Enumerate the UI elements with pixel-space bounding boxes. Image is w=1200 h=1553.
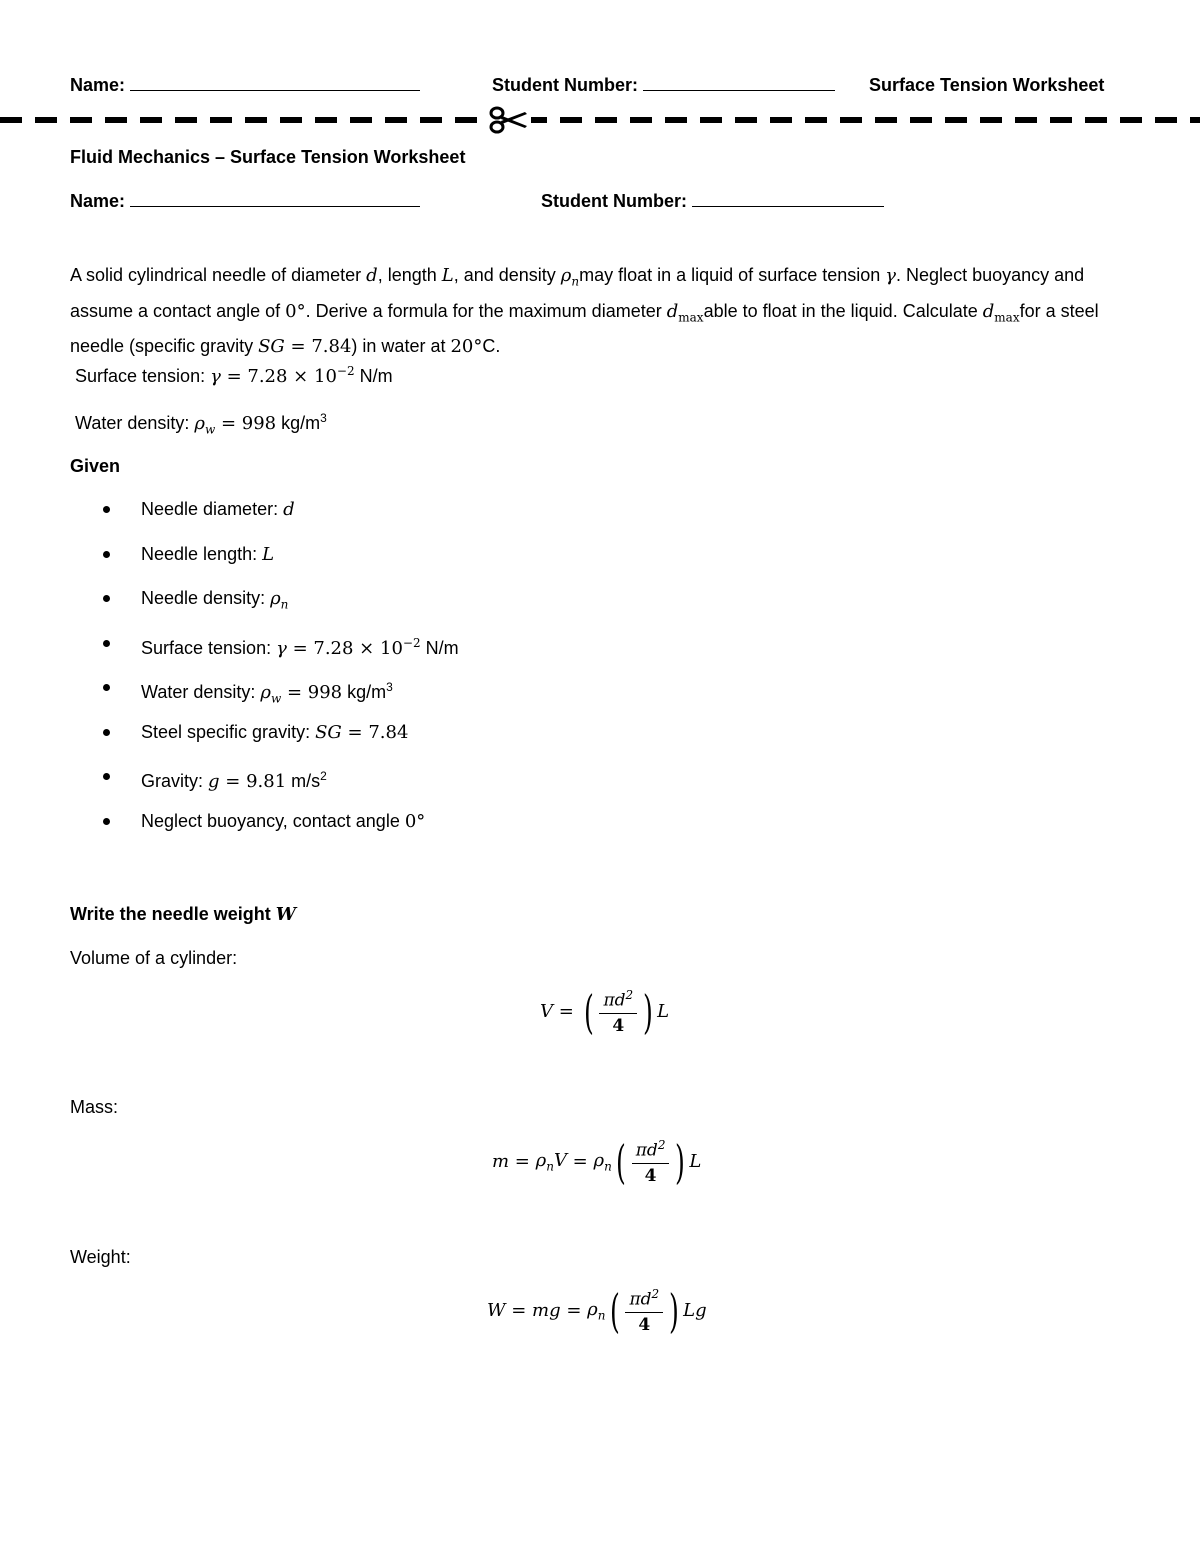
list-item: Needle length: L: [100, 539, 459, 584]
bullet-icon: [103, 640, 110, 647]
list-item: Gravity: g = 9.81 $m/s^2$: [100, 761, 459, 806]
weight-label: Weight:: [70, 1247, 131, 1267]
bullet-icon: [103, 729, 110, 736]
given-heading: Given: [70, 456, 121, 476]
list-item: Needle diameter: d: [100, 494, 459, 539]
list-item: Needle density: $\rho_n$: [100, 583, 459, 628]
header-student-number-label: Student Number:: [492, 75, 835, 96]
mass-equation: m = $\rho_nV$ = $\rho_n$ ( $\frac{\pi d^2}{4}$ ) L: [492, 1134, 702, 1189]
mass-label: Mass:: [70, 1097, 119, 1117]
header-worksheet-title: Surface Tension Worksheet: [869, 75, 1105, 95]
list-item: Surface tension: $\gamma = 7.28 \times 10^{-2}$ N/m: [100, 628, 459, 673]
list-item: Water density: $\rho_w = 998$ $kg/m^3$: [100, 672, 459, 717]
form-name-label: Name:: [70, 191, 420, 212]
volume-label: Volume of a cylinder:: [70, 948, 238, 968]
problem-statement: A solid cylindrical needle of diameter d, length L, and density $\rho_nmay$ float in a liquid of surface tension γ. Neglect buoyancy and assume a contact angle of 0°. Derive a formula for the maximum diameter $d_{max}able$ to float in the liquid. Calculate $d_{max}for$ a steel needle (specific gravity SG = 7.84) in water at 20°C.: [70, 265, 1099, 358]
weight-equation: W = mg = $\rho_n$ ( $\frac{\pi d^2}{4}$ ) Lg: [487, 1283, 707, 1338]
given-list: [100, 494, 459, 850]
bullet-icon: [103, 595, 110, 602]
list-item: Neglect buoyancy, contact angle 0°: [100, 806, 459, 851]
bullet-icon: [103, 551, 110, 558]
form-student-number-label: Student Number:: [541, 191, 884, 212]
header-student-number-blank[interactable]: [643, 76, 835, 91]
form-title: Fluid Mechanics – Surface Tension Worksheet: [70, 147, 466, 167]
bullet-icon: [103, 773, 110, 780]
form-student-number-blank[interactable]: [692, 192, 884, 207]
bullet-icon: [103, 818, 110, 825]
form-name-blank[interactable]: [130, 192, 420, 207]
cut-line: [0, 117, 1200, 123]
weight-heading: Write the needle weight W: [70, 904, 296, 925]
list-item: Steel specific gravity: SG = 7.84: [100, 717, 459, 762]
volume-equation: V = ( $\frac{\pi d^2}{4}$ ) L: [540, 984, 670, 1039]
header-name-blank[interactable]: [130, 76, 420, 91]
surface-tension-constant: Surface tension: $\gamma = 7.28 \times 10^{-2}$ N/m: [75, 364, 393, 387]
header-name-label: Name:: [70, 75, 420, 96]
bullet-icon: [103, 506, 110, 513]
scissors-icon: [489, 106, 531, 134]
water-density-constant: Water density: $\rho_w = 998$ $kg/m^3$: [75, 411, 327, 437]
bullet-icon: [103, 684, 110, 691]
